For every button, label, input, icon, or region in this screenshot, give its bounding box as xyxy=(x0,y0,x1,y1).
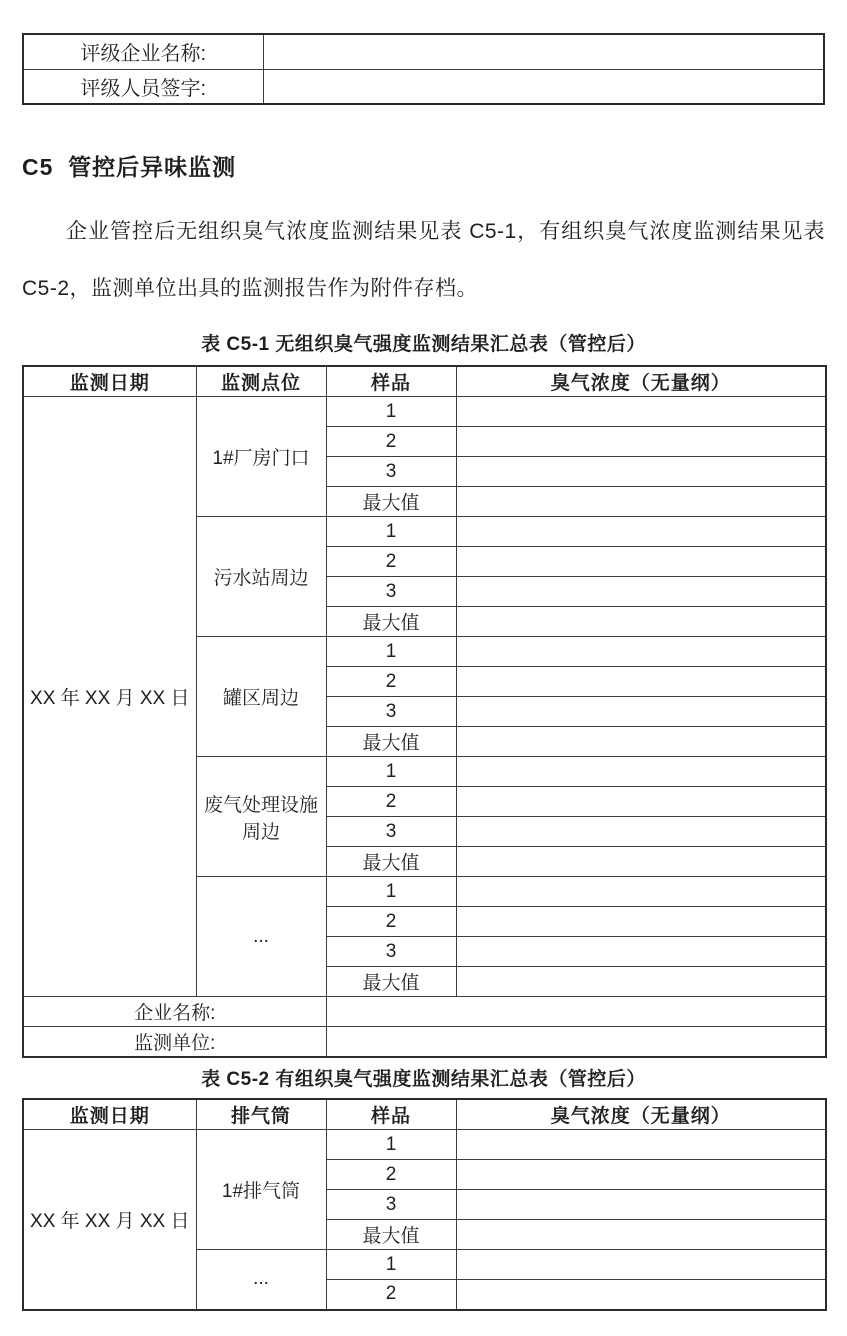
odor-concentration-cell xyxy=(456,937,826,967)
c51-header-sample: 样品 xyxy=(326,366,456,397)
c51-company-name-label: 企业名称: xyxy=(23,997,326,1027)
table-c51-caption: 表 C5-1 无组织臭气强度监测结果汇总表（管控后） xyxy=(201,334,646,355)
odor-concentration-cell xyxy=(456,1250,826,1280)
table-footer-row xyxy=(23,1027,826,1058)
sample-number-cell: 3 xyxy=(326,817,456,847)
odor-concentration-cell xyxy=(456,817,826,847)
sample-number-cell: 1 xyxy=(326,877,456,907)
c51-date-cell: XX 年 XX 月 XX 日 xyxy=(23,397,196,997)
sample-number-cell: 2 xyxy=(326,1280,456,1310)
table-c52-caption: 表 C5-2 有组织臭气强度监测结果汇总表（管控后） xyxy=(201,1069,646,1090)
c52-header-sample: 样品 xyxy=(326,1099,456,1130)
rating-company-label: 评级企业名称: xyxy=(23,34,263,69)
table-row xyxy=(23,1130,826,1160)
table-c52 xyxy=(22,1098,827,1311)
c51-location-cell: 罐区周边 xyxy=(196,637,326,757)
sample-number-cell: 2 xyxy=(326,547,456,577)
c51-monitoring-unit-label: 监测单位: xyxy=(23,1027,326,1058)
c52-stack-cell: ... xyxy=(196,1250,326,1310)
section-heading: C5 管控后异味监测 xyxy=(22,154,237,180)
c51-monitoring-unit-value-cell xyxy=(326,1027,826,1058)
c51-company-name-value-cell xyxy=(326,997,826,1027)
odor-concentration-cell xyxy=(456,727,826,757)
table-footer-row xyxy=(23,997,826,1027)
odor-concentration-cell xyxy=(456,577,826,607)
sample-number-cell: 3 xyxy=(326,937,456,967)
odor-concentration-cell xyxy=(456,1130,826,1160)
c51-location-cell: 1#厂房门口 xyxy=(196,397,326,517)
sample-number-cell: 2 xyxy=(326,667,456,697)
odor-concentration-cell xyxy=(456,967,826,997)
odor-concentration-cell xyxy=(456,1220,826,1250)
odor-concentration-cell xyxy=(456,487,826,517)
rating-signature-table xyxy=(22,33,825,105)
table-row xyxy=(23,69,824,104)
odor-concentration-cell xyxy=(456,637,826,667)
sample-max-cell: 最大值 xyxy=(326,1220,456,1250)
intro-paragraph: 企业管控后无组织臭气浓度监测结果见表 C5-1，有组织臭气浓度监测结果见表 C5-2，监测单位出具的监测报告作为附件存档。 xyxy=(22,220,825,300)
odor-concentration-cell xyxy=(456,847,826,877)
sample-number-cell: 1 xyxy=(326,1250,456,1280)
sample-max-cell: 最大值 xyxy=(326,727,456,757)
table-row xyxy=(23,397,826,427)
c51-location-cell: 污水站周边 xyxy=(196,517,326,637)
table-header-row xyxy=(23,366,826,397)
sample-number-cell: 3 xyxy=(326,457,456,487)
sample-number-cell: 1 xyxy=(326,517,456,547)
sample-max-cell: 最大值 xyxy=(326,847,456,877)
rating-signer-label: 评级人员签字: xyxy=(23,69,263,104)
odor-concentration-cell xyxy=(456,607,826,637)
odor-concentration-cell xyxy=(456,547,826,577)
odor-concentration-cell xyxy=(456,457,826,487)
sample-number-cell: 3 xyxy=(326,697,456,727)
odor-concentration-cell xyxy=(456,697,826,727)
table-header-row xyxy=(23,1099,826,1130)
c51-location-cell: 废气处理设施周边 xyxy=(196,757,326,877)
odor-concentration-cell xyxy=(456,1280,826,1310)
sample-number-cell: 1 xyxy=(326,757,456,787)
c52-date-cell: XX 年 XX 月 XX 日 xyxy=(23,1130,196,1310)
sample-number-cell: 2 xyxy=(326,787,456,817)
sample-max-cell: 最大值 xyxy=(326,967,456,997)
c51-header-concentration: 臭气浓度（无量纲） xyxy=(456,366,826,397)
odor-concentration-cell xyxy=(456,877,826,907)
odor-concentration-cell xyxy=(456,1160,826,1190)
odor-concentration-cell xyxy=(456,397,826,427)
c52-stack-cell: 1#排气筒 xyxy=(196,1130,326,1250)
c52-header-concentration: 臭气浓度（无量纲） xyxy=(456,1099,826,1130)
c51-location-cell: ... xyxy=(196,877,326,997)
odor-concentration-cell xyxy=(456,907,826,937)
odor-concentration-cell xyxy=(456,427,826,457)
document-content xyxy=(22,33,825,1311)
odor-concentration-cell xyxy=(456,1190,826,1220)
rating-signer-value-cell xyxy=(263,69,824,104)
sample-number-cell: 3 xyxy=(326,1190,456,1220)
sample-number-cell: 2 xyxy=(326,427,456,457)
sample-number-cell: 3 xyxy=(326,577,456,607)
odor-concentration-cell xyxy=(456,667,826,697)
sample-number-cell: 1 xyxy=(326,1130,456,1160)
sample-number-cell: 1 xyxy=(326,637,456,667)
odor-concentration-cell xyxy=(456,787,826,817)
sample-number-cell: 2 xyxy=(326,1160,456,1190)
sample-number-cell: 1 xyxy=(326,397,456,427)
table-c51 xyxy=(22,365,827,1058)
c52-header-stack: 排气筒 xyxy=(196,1099,326,1130)
table-row xyxy=(23,34,824,69)
c51-header-date: 监测日期 xyxy=(23,366,196,397)
c52-header-date: 监测日期 xyxy=(23,1099,196,1130)
odor-concentration-cell xyxy=(456,757,826,787)
sample-max-cell: 最大值 xyxy=(326,607,456,637)
sample-number-cell: 2 xyxy=(326,907,456,937)
sample-max-cell: 最大值 xyxy=(326,487,456,517)
c51-header-location: 监测点位 xyxy=(196,366,326,397)
rating-company-value-cell xyxy=(263,34,824,69)
odor-concentration-cell xyxy=(456,517,826,547)
